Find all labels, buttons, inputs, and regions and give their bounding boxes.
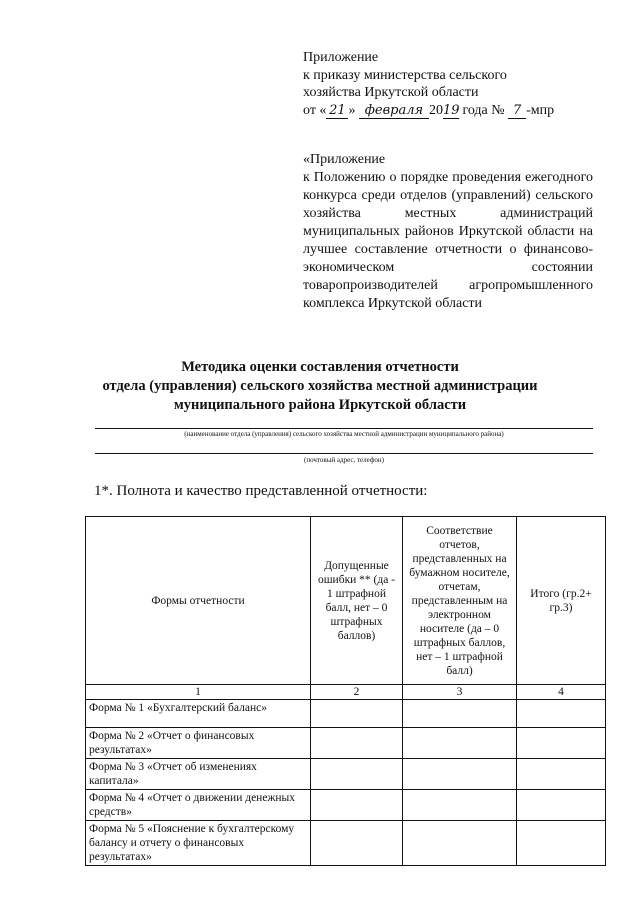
column-number-4: 4	[517, 685, 606, 700]
column-number-1: 1	[86, 685, 311, 700]
title-line-2: отдела (управления) сельского хозяйства местной администрации	[102, 378, 538, 394]
address-fill-line	[95, 453, 593, 454]
conformity-cell[interactable]	[403, 759, 517, 790]
header-total: Итого (гр.2+ гр.3)	[517, 517, 606, 685]
header-errors: Допущенные ошибки ** (да - 1 штрафной балл, нет – 0 штрафных баллов)	[311, 517, 403, 685]
column-number-3: 3	[403, 685, 517, 700]
appendix2-text: к Положению о порядке проведения ежегодного конкурса среди отделов (управлений) сельского хозяйства местных администраций муниципальных районов Иркутской области на лучшее составление отчетности о финансово-экономическом состоянии товаропроизводителей агропромышленного комплекса Иркутской области	[303, 170, 593, 311]
appendix-header	[303, 49, 554, 119]
number-suffix: -мпр	[526, 102, 555, 118]
header-conformity: Соответствие отчетов, представленных на бумажном носителе, отчетам, представленным на электронном носителе (да – 0 штрафных баллов, нет – 1 штрафной балл)	[403, 517, 517, 685]
name-caption: (наименование отдела (управления) сельского хозяйства местной администрации муниципального района)	[184, 430, 504, 438]
number-label: №	[491, 102, 505, 118]
conformity-cell[interactable]	[403, 728, 517, 759]
appendix-order-line: к приказу министерства сельского	[303, 67, 507, 83]
table-number-row	[86, 685, 606, 700]
table-row	[86, 759, 606, 790]
form-name-cell: Форма № 4 «Отчет о движении денежных средств»	[86, 790, 311, 821]
table-row	[86, 700, 606, 728]
conformity-cell[interactable]	[403, 700, 517, 728]
appendix-ministry-line: хозяйства Иркутской области	[303, 85, 479, 100]
title-line-1: Методика оценки составления отчетности	[181, 359, 459, 375]
form-name-cell: Форма № 1 «Бухгалтерский баланс»	[86, 700, 311, 728]
table-row	[86, 790, 606, 821]
table-row	[86, 821, 606, 866]
name-fill-line	[95, 428, 593, 429]
errors-cell[interactable]	[311, 700, 403, 728]
year-word: года	[462, 102, 488, 118]
appendix-date-line	[303, 102, 554, 120]
date-from-label: от «	[303, 102, 327, 118]
address-caption: (почтовый адрес, телефон)	[304, 456, 384, 464]
appendix2-title: «Приложение	[303, 152, 386, 167]
total-cell[interactable]	[517, 790, 606, 821]
form-name-cell: Форма № 2 «Отчет о финансовых результатах»	[86, 728, 311, 759]
total-cell[interactable]	[517, 728, 606, 759]
appendix-regulation	[303, 151, 593, 313]
document-title	[60, 358, 580, 415]
title-line-3: муниципального района Иркутской области	[173, 397, 467, 413]
date-quote-close: »	[348, 102, 356, 118]
errors-cell[interactable]	[311, 759, 403, 790]
table-row	[86, 728, 606, 759]
year-prefix: 20	[428, 102, 443, 118]
total-cell[interactable]	[517, 821, 606, 866]
section-heading: 1*. Полнота и качество представленной отчетности:	[94, 483, 428, 499]
conformity-cell[interactable]	[403, 821, 517, 866]
total-cell[interactable]	[517, 759, 606, 790]
form-name-cell: Форма № 5 «Пояснение к бухгалтерскому балансу и отчету о финансовых результатах»	[86, 821, 311, 866]
errors-cell[interactable]	[311, 821, 403, 866]
handwritten-month: февраля	[359, 103, 429, 119]
header-forms: Формы отчетности	[86, 517, 311, 685]
handwritten-day: 21	[326, 103, 348, 119]
appendix-title: Приложение	[303, 50, 379, 65]
table-header-row	[86, 517, 606, 685]
errors-cell[interactable]	[311, 728, 403, 759]
form-name-cell: Форма № 3 «Отчет об изменениях капитала»	[86, 759, 311, 790]
total-cell[interactable]	[517, 700, 606, 728]
reporting-table	[85, 516, 606, 866]
errors-cell[interactable]	[311, 790, 403, 821]
handwritten-number: 7	[508, 103, 526, 119]
column-number-2: 2	[311, 685, 403, 700]
conformity-cell[interactable]	[403, 790, 517, 821]
handwritten-year: 19	[442, 102, 460, 118]
